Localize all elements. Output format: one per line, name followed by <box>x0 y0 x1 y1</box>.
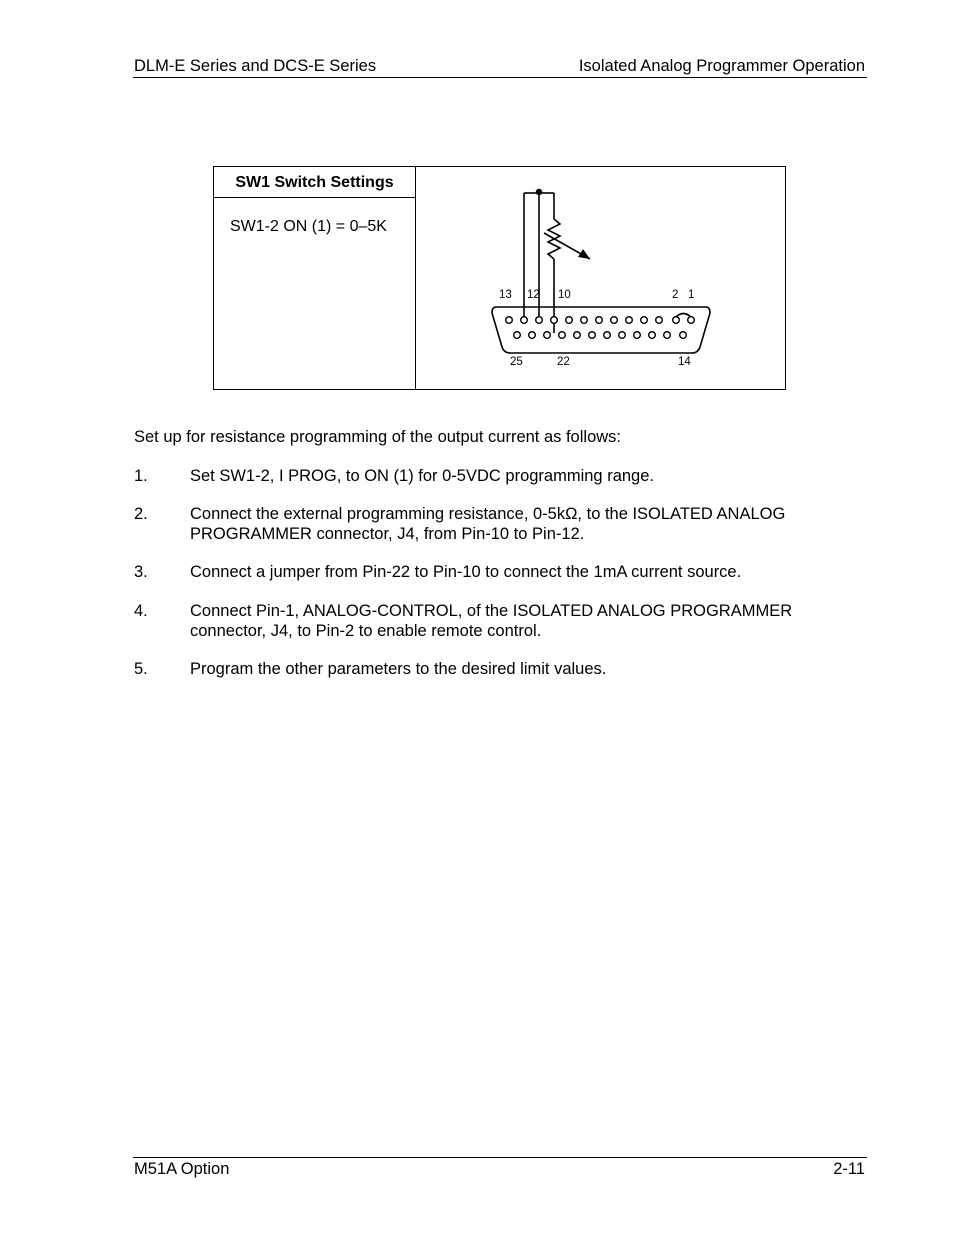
footer-rule <box>133 1157 867 1158</box>
connector-top-pins <box>506 317 695 324</box>
switch-settings-value: SW1-2 ON (1) = 0–5K <box>230 218 387 235</box>
pin-12 <box>521 317 528 324</box>
connector-bottom-pins <box>514 332 687 339</box>
pin-7 <box>596 317 603 324</box>
pin-17 <box>634 332 641 339</box>
pin-25 <box>514 332 521 339</box>
pin-14 <box>680 332 687 339</box>
pin-24 <box>529 332 536 339</box>
pin-1 <box>688 317 695 324</box>
pin-label-22: 22 <box>557 356 570 368</box>
figure-box <box>213 166 786 390</box>
pin-6 <box>611 317 618 324</box>
pin-19 <box>604 332 611 339</box>
step-text: Connect a jumper from Pin-22 to Pin-10 to connect the 1mA current source. <box>190 563 742 581</box>
header-left-title: DLM-E Series and DCS-E Series <box>134 57 377 75</box>
step-number: 2. <box>134 505 148 523</box>
step-number: 5. <box>134 660 148 678</box>
pin-16 <box>649 332 656 339</box>
pin-5 <box>626 317 633 324</box>
pin-label-2: 2 <box>672 289 679 301</box>
step-number: 3. <box>134 563 148 581</box>
jumper-pin1-pin2 <box>676 314 691 318</box>
step-text: Connect Pin-1, ANALOG-CONTROL, of the ISOLATED ANALOG PROGRAMMER connector, J4, to Pin-2 to enable remote control. <box>190 602 793 640</box>
pin-4 <box>641 317 648 324</box>
step-text: Program the other parameters to the desired limit values. <box>190 660 607 678</box>
header-rule <box>133 77 867 78</box>
pin-10 <box>551 317 558 324</box>
pin-8 <box>581 317 588 324</box>
pin-label-10: 10 <box>558 289 571 301</box>
pin-9 <box>566 317 573 324</box>
pin-label-13: 13 <box>499 289 512 301</box>
step-number: 4. <box>134 602 148 620</box>
header-right-title: Isolated Analog Programmer Operation <box>578 57 865 75</box>
intro-paragraph: Set up for resistance programming of the output current as follows: <box>134 428 621 446</box>
junction-dot <box>536 189 542 195</box>
wiring-lines <box>492 193 710 353</box>
pin-11 <box>536 317 543 324</box>
page-number: 2-11 <box>833 1160 865 1178</box>
pin-label-1: 1 <box>688 289 695 301</box>
pin-21 <box>574 332 581 339</box>
pin-15 <box>664 332 671 339</box>
pin-label-14: 14 <box>678 356 691 368</box>
switch-settings-heading: SW1 Switch Settings <box>214 167 415 198</box>
step-text: Set SW1-2, I PROG, to ON (1) for 0-5VDC programming range. <box>190 467 654 485</box>
pin-13 <box>506 317 513 324</box>
footer-left-title: M51A Option <box>134 1160 230 1178</box>
pin-18 <box>619 332 626 339</box>
connector-wiring-diagram <box>214 167 785 389</box>
pin-23 <box>544 332 551 339</box>
pin-20 <box>589 332 596 339</box>
pin-label-12: 12 <box>527 289 540 301</box>
pin-label-25: 25 <box>510 356 523 368</box>
step-text: Connect the external programming resistance, 0-5kΩ, to the ISOLATED ANALOG PROGRAMMER connector, J4, from Pin-10 to Pin-12. <box>190 505 786 543</box>
pin-3 <box>656 317 663 324</box>
pin-2 <box>673 317 680 324</box>
pin-22 <box>559 332 566 339</box>
step-number: 1. <box>134 467 148 485</box>
